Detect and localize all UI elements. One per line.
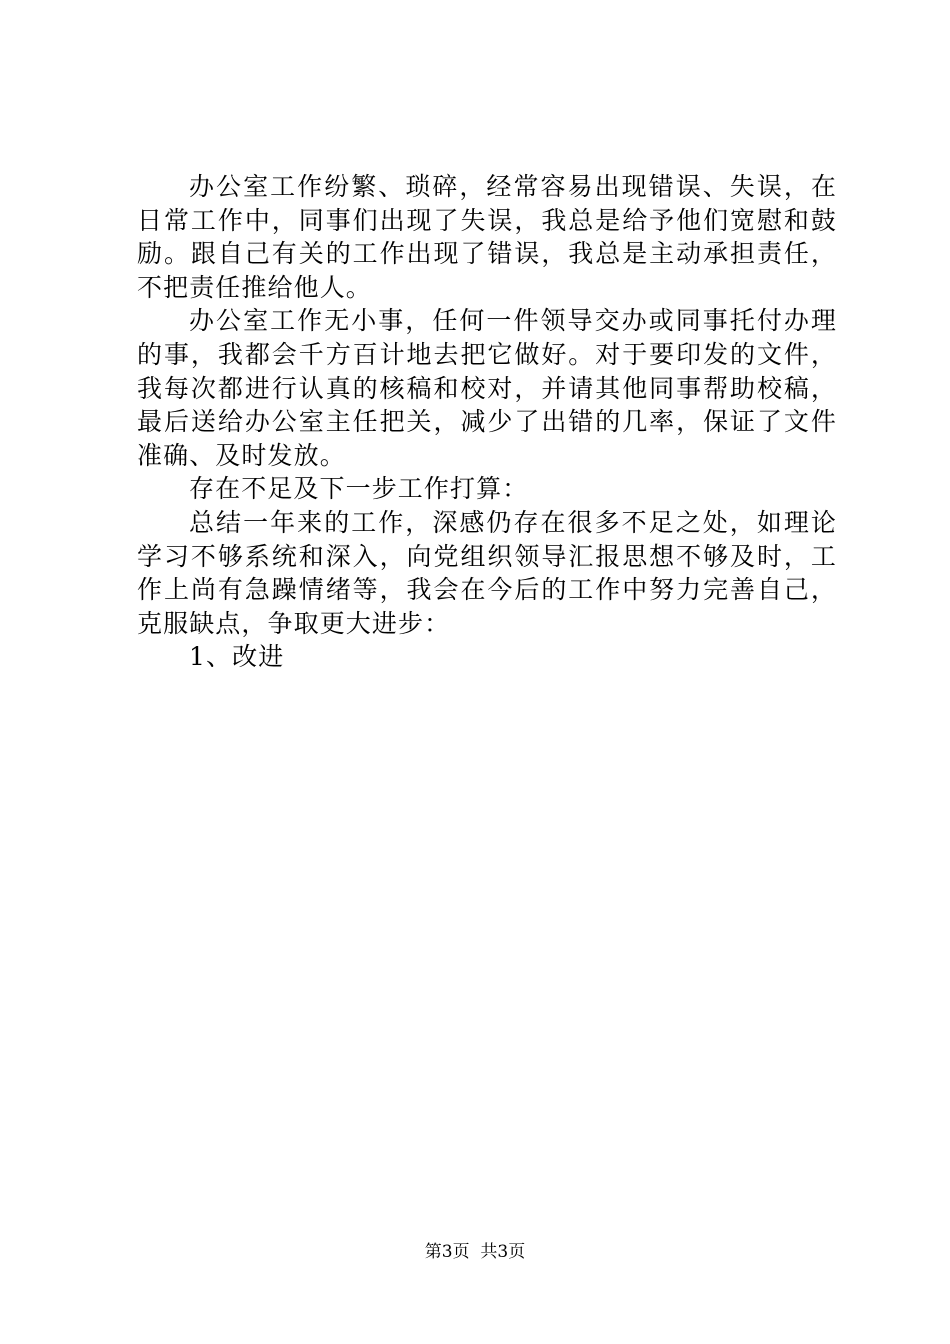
paragraph-office-errors: 办公室工作纷繁、琐碎，经常容易出现错误、失误，在日常工作中，同事们出现了失误，我总是给予他们宽慰和鼓励。跟自己有关的工作出现了错误，我总是主动承担责任，不把责任推给他人。 — [137, 172, 837, 302]
document-body — [137, 170, 837, 674]
paragraph-summary: 总结一年来的工作，深感仍存在很多不足之处，如理论学习不够系统和深入，向党组织领导汇报思想不够及时，工作上尚有急躁情绪等，我会在今后的工作中努力完善自己，克服缺点，争取更大进步： — [137, 507, 837, 638]
paragraph-improvement-item: 1、改进 — [189, 642, 285, 672]
paragraph-no-small-matters: 办公室工作无小事，任何一件领导交办或同事托付办理的事，我都会千方百计地去把它做好。对于要印发的文件，我每次都进行认真的核稿和校对，并请其他同事帮助校稿，最后送给办公室主任把关，减少了出错的几率，保证了文件准确、及时发放。 — [137, 306, 837, 470]
page-footer: 第3页 共3页 — [424, 1242, 526, 1262]
paragraph-shortcomings-heading: 存在不足及下一步工作打算： — [189, 474, 529, 504]
